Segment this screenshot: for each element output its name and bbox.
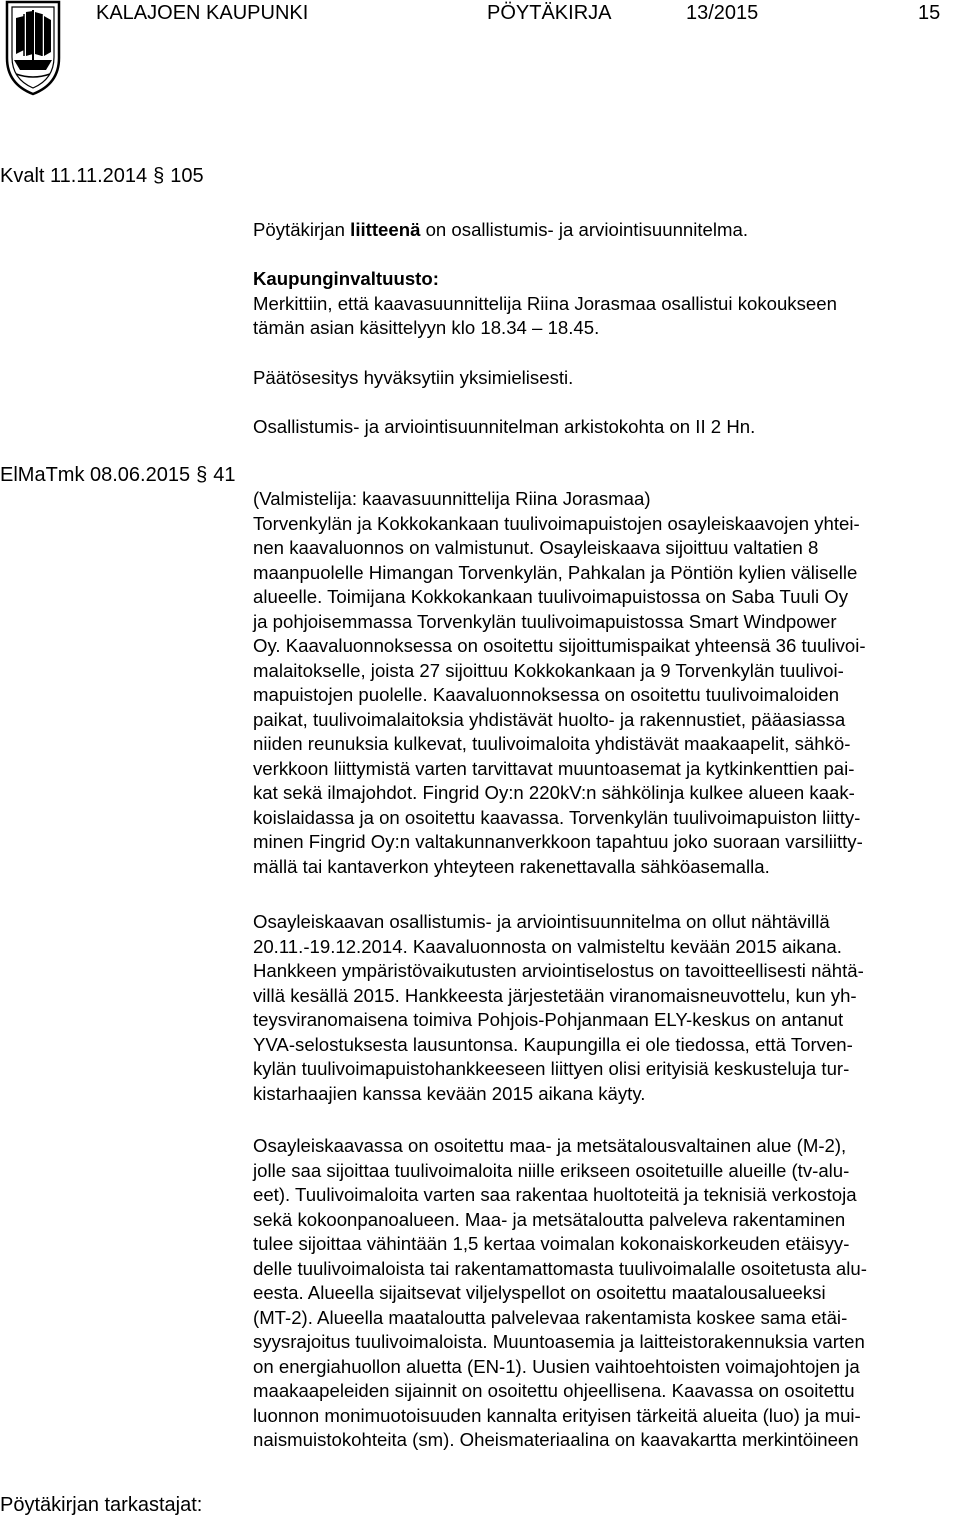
attachment-text-post: on osallistumis- ja arviointisuunnitelma.	[420, 219, 749, 240]
paragraph-land-use	[253, 1134, 953, 1453]
text-line: naismuistokohteita (sm). Oheismateriaalina on kaavakartta merkintöineen	[253, 1429, 859, 1450]
text-line: mällä tai kantaverkon yhteyteen rakenettavalla sähköasemalla.	[253, 855, 770, 877]
council-line: Merkittiin, että kaavasuunnittelija Riina Jorasmaa osallistui kokoukseen	[253, 292, 837, 314]
footer-inspectors-label: Pöytäkirjan tarkastajat:	[0, 1494, 203, 1516]
text-line: verkkoon liittymistä varten tarvittavat muuntoasemat ja kytkinkenttien pai-	[253, 757, 855, 779]
reference-body: Kvalt 11.11.2014	[0, 165, 148, 187]
organization-name: KALAJOEN KAUPUNKI	[96, 2, 309, 24]
text-line: kat sekä ilmajohdot. Fingrid Oy:n 220kV:n sähkölinja kulkee alueen kaak-	[253, 782, 855, 803]
text-line: eesta. Alueella sijaitsevat viljelyspellot on osoitettu maatalousalueeksi	[253, 1282, 826, 1303]
text-line: alueelle. Toimijana Kokkokankaan tuulivoimapuistossa on Saba Tuuli Oy	[253, 586, 849, 607]
council-line: tämän asian käsittelyyn klo 18.34 – 18.45.	[253, 317, 600, 338]
text-line: kistarhaajien kanssa kevään 2015 aikana käyty.	[253, 1082, 646, 1104]
text-line: paikat, tuulivoimalaitoksia yhdistävät huolto- ja rakennustiet, pääasiassa	[253, 708, 846, 730]
kvalt-attachment-note	[253, 218, 953, 243]
text-line: Torvenkylän ja Kokkokankaan tuulivoimapuistojen osayleiskaavojen yhtei-	[253, 512, 860, 534]
text-line: villä kesällä 2015. Hankkeesta järjestetään viranomaisneuvottelu, kun yh-	[253, 984, 857, 1006]
text-line: (Valmistelija: kaavasuunnittelija Riina Jorasmaa)	[253, 488, 651, 509]
text-line: minen Fingrid Oy:n valtakunnanverkkoon tapahtuu joko suoraan varsiliitty-	[253, 831, 863, 852]
text-line: kylän tuulivoimapuistohankkeeseen liittyen olisi erityisiä keskusteluja tur-	[253, 1058, 850, 1079]
city-coat-of-arms-icon	[4, 0, 62, 96]
section-reference-elmatmk	[0, 464, 235, 487]
text-line: koislaidassa ja on osoitettu kaavassa. Torvenkylän tuulivoimapuiston liitty-	[253, 806, 861, 828]
text-line: eet). Tuulivoimaloita varten saa rakentaa huoltoteitä ja teknisiä verkostoja	[253, 1184, 857, 1205]
text-line: luonnon monimuotoisuuden kannalta erityisen tärkeitä alueita (luo) ja mui-	[253, 1404, 861, 1426]
text-line: on energiahuollon aluetta (EN-1). Uusien vaihtoehtoisten voimajohtojen ja	[253, 1355, 860, 1377]
text-line: YVA-selostuksesta lausuntonsa. Kaupungilla ei ole tiedossa, että Torven-	[253, 1033, 853, 1055]
reference-body: ElMaTmk 08.06.2015	[0, 464, 191, 486]
paragraph-preparation	[253, 487, 953, 879]
attachment-text-pre: Pöytäkirjan	[253, 219, 351, 240]
text-line: tulee sijoittaa vähintään 1,5 kertaa voimalan kokonaiskorkeuden etäisyy-	[253, 1233, 850, 1254]
paragraph-schedule	[253, 910, 953, 1106]
text-line: ja pohjoisemmassa Torvenkylän tuulivoimapuistossa Smart Windpower	[253, 610, 837, 632]
text-line: jolle saa sijoittaa tuulivoimaloita niille erikseen osoitetuille alueille (tv-alu-	[253, 1159, 850, 1181]
text-line: (MT-2). Alueella maataloutta palvelevaa rakentamista koskee sama etäi-	[253, 1306, 848, 1328]
decision-text: Päätösesitys hyväksytiin yksimielisesti.	[253, 367, 574, 388]
text-line: sekä kokoonpanoalueen. Maa- ja metsätaloutta palveleva rakentaminen	[253, 1208, 846, 1230]
text-line: mapuistojen puolelle. Kaavaluonnoksessa on osoitettu tuulivoimaloiden	[253, 684, 840, 705]
text-line: Hankkeen ympäristövaikutusten arviointiselostus on tavoitteellisesti nähtä-	[253, 960, 864, 981]
document-number: 13/2015	[686, 2, 759, 24]
attachment-text-bold: liitteenä	[350, 219, 421, 240]
reference-number: 105	[170, 165, 204, 187]
text-line: nen kaavaluonnos on valmistunut. Osayleiskaava sijoittuu valtatien 8	[253, 537, 819, 558]
page-number: 15	[918, 2, 941, 24]
council-label: Kaupunginvaltuusto:	[253, 268, 439, 289]
text-line: delle tuulivoimaloista tai rakentamattomasta tuulivoimalalle osoitetusta alu-	[253, 1257, 867, 1279]
council-section	[253, 267, 953, 341]
document-type: PÖYTÄKIRJA	[487, 2, 612, 24]
section-mark: §	[153, 165, 165, 187]
text-line: syysrajoitus tuulivoimaloista. Muuntoasemia ja laitteistorakennuksia varten	[253, 1331, 865, 1352]
text-line: maakaapeleiden sijainnit on osoitettu ohjeellisena. Kaavassa on osoitettu	[253, 1380, 855, 1401]
reference-number: 41	[213, 464, 236, 486]
section-mark: §	[196, 464, 208, 486]
text-line: Osayleiskaavan osallistumis- ja arviointisuunnitelma on ollut nähtävillä	[253, 911, 830, 932]
text-line: teysviranomaisena toimiva Pohjois-Pohjanmaan ELY-keskus on antanut	[253, 1009, 844, 1030]
text-line: maanpuolelle Himangan Torvenkylän, Pahkalan ja Pöntiön kylien väliselle	[253, 561, 858, 583]
text-line: malaitokselle, joista 27 sijoittuu Kokkokankaan ja 9 Torvenkylän tuulivoi-	[253, 659, 844, 681]
text-line: Osayleiskaavassa on osoitettu maa- ja metsätalousvaltainen alue (M-2),	[253, 1135, 847, 1156]
text-line: Oy. Kaavaluonnoksessa on osoitettu sijoittumispaikat yhteensä 36 tuulivoi-	[253, 635, 866, 656]
archive-text: Osallistumis- ja arviointisuunnitelman arkistokohta on II 2 Hn.	[253, 416, 756, 437]
section-reference-kvalt	[0, 165, 204, 188]
text-line: 20.11.-19.12.2014. Kaavaluonnosta on valmisteltu kevään 2015 aikana.	[253, 935, 842, 957]
text-line: niiden reunuksia kulkevat, tuulivoimaloita yhdistävät maakaapelit, sähkö-	[253, 733, 851, 754]
page-header	[0, 0, 960, 100]
